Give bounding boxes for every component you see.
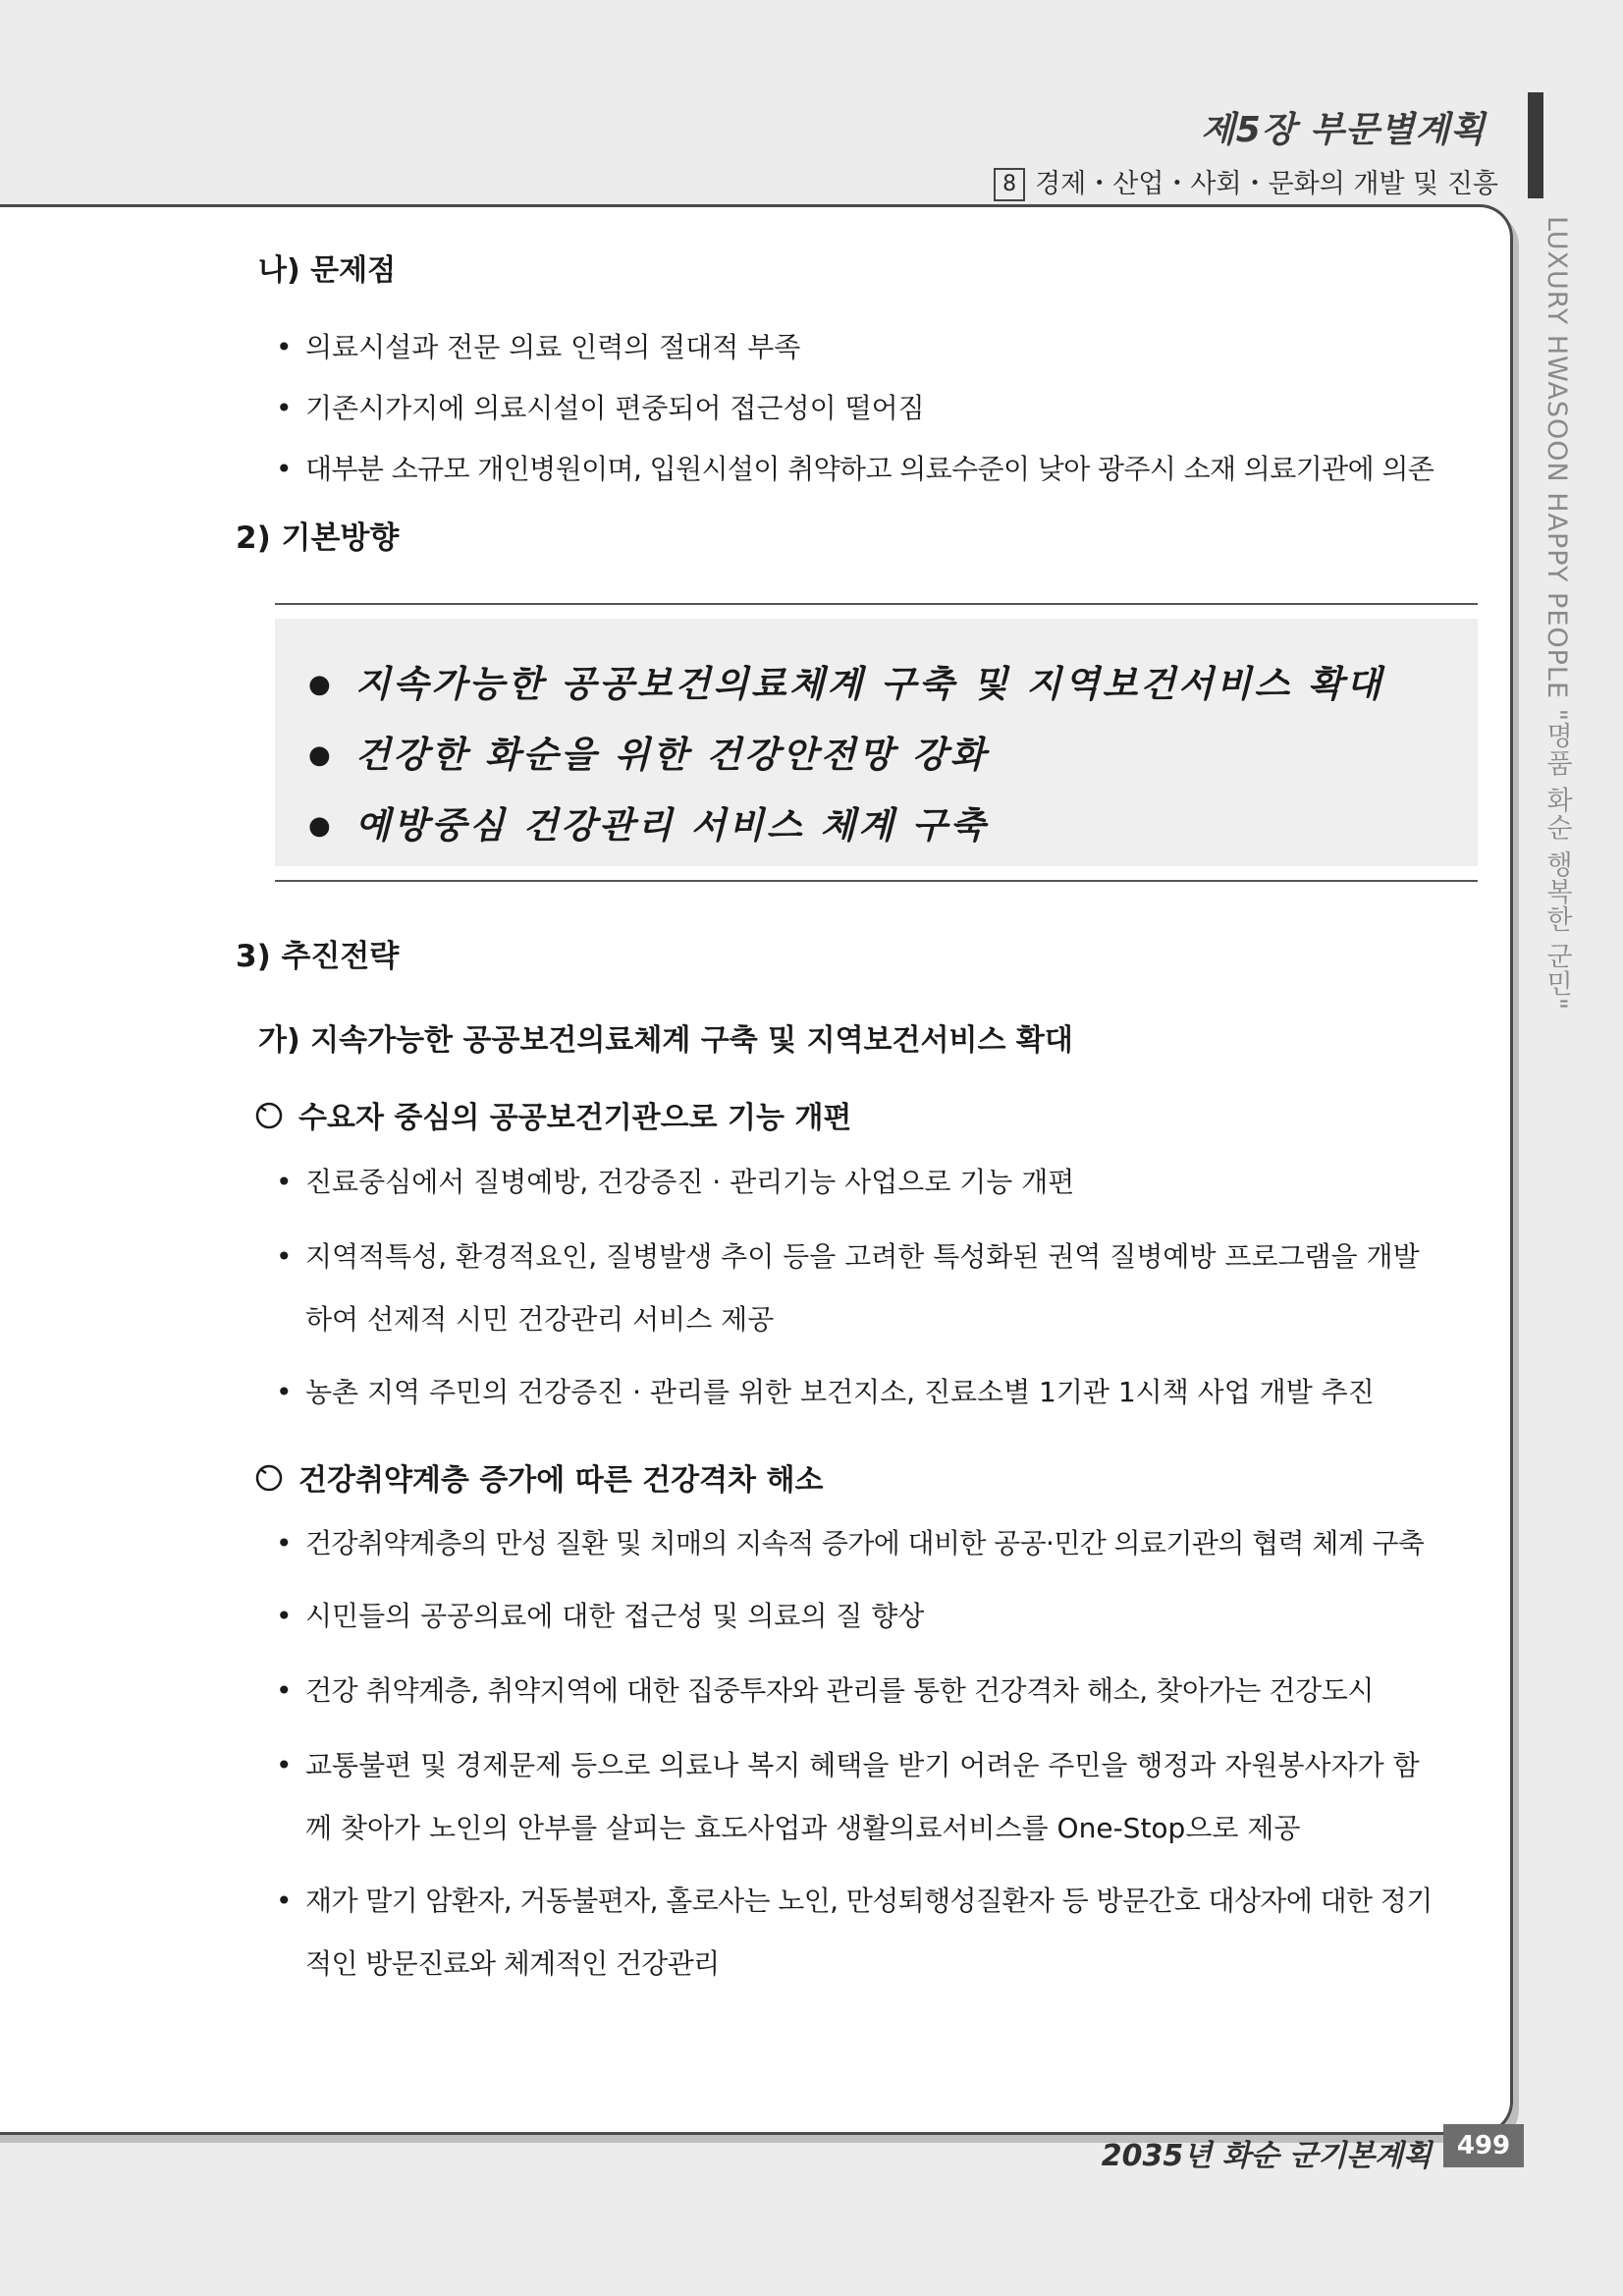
side-slogan: LUXURY HWASOON HAPPY PEOPLE "명품 화순 행복한 군민" bbox=[1542, 216, 1572, 1011]
section-title bbox=[994, 162, 1498, 201]
list-item: • 농촌 지역 주민의 건강증진 · 관리를 위한 보건지소, 진료소별 1기관 1시책 사업 개발 추진 bbox=[276, 1376, 1375, 1408]
basic-direction-heading: 2) 기본방향 bbox=[236, 520, 400, 556]
ring-icon bbox=[253, 1099, 285, 1130]
strategy-sub-heading: 가) 지속가능한 공공보건의료체계 구축 및 지역보건서비스 확대 bbox=[258, 1023, 1073, 1058]
direction-box-background bbox=[275, 619, 1478, 866]
list-item: • 대부분 소규모 개인병원이며, 입원시설이 취약하고 의료수준이 낮아 광주시 소재 의료기관에 의존 bbox=[276, 453, 1434, 485]
list-item: • 재가 말기 암환자, 거동불편자, 홀로사는 노인, 만성퇴행성질환자 등 방문간호 대상자에 대한 정기적인 방문진료와 체계적인 건강관리 bbox=[276, 1885, 1433, 1980]
direction-item: ● 건강한 화순을 위한 건강안전망 강화 bbox=[308, 734, 989, 776]
list-item: • 기존시가지에 의료시설이 편중되어 접근성이 떨어짐 bbox=[276, 392, 925, 424]
chapter-title: 제5장 부문별계획 bbox=[1200, 110, 1486, 150]
ring-icon bbox=[253, 1461, 285, 1493]
section-title-text: 경제・산업・사회・문화의 개발 및 진흥 bbox=[1035, 169, 1498, 199]
list-item: • 시민들의 공공의료에 대한 접근성 및 의료의 질 향상 bbox=[276, 1600, 925, 1632]
direction-item: ● 예방중심 건강관리 서비스 체계 구축 bbox=[308, 804, 989, 847]
group-title: 수요자 중심의 공공보건기관으로 기능 개편 bbox=[253, 1093, 851, 1136]
page-number: 499 bbox=[1443, 2124, 1524, 2167]
bullet-icon: ● bbox=[308, 670, 334, 699]
list-item: • 건강 취약계층, 취약지역에 대한 집중투자와 관리를 통한 건강격차 해소, 찾아가는 건강도시 bbox=[276, 1674, 1374, 1707]
list-item: • 지역적특성, 환경적요인, 질병발생 추이 등을 고려한 특성화된 권역 질병예방 프로그램을 개발하여 선제적 시민 건강관리 서비스 제공 bbox=[276, 1240, 1420, 1336]
group-title: 건강취약계층 증가에 따른 건강격차 해소 bbox=[253, 1455, 823, 1499]
bullet-icon: ● bbox=[308, 811, 334, 841]
footer-title: 2035년 화순 군기본계획 bbox=[1101, 2139, 1432, 2173]
problems-heading: 나) 문제점 bbox=[258, 253, 397, 288]
list-item: • 의료시설과 전문 의료 인력의 절대적 부족 bbox=[276, 331, 801, 363]
list-item: • 건강취약계층의 만성 질환 및 치매의 지속적 증가에 대비한 공공·민간 의료기관의 협력 체계 구축 bbox=[276, 1527, 1425, 1559]
section-number: 8 bbox=[994, 168, 1025, 201]
list-item: • 진료중심에서 질병예방, 건강증진 · 관리기능 사업으로 기능 개편 bbox=[276, 1166, 1075, 1198]
direction-item: ● 지속가능한 공공보건의료체계 구축 및 지역보건서비스 확대 bbox=[308, 663, 1384, 705]
header-accent-bar bbox=[1528, 92, 1543, 198]
list-item: • 교통불편 및 경제문제 등으로 의료나 복지 혜택을 받기 어려운 주민을 행정과 자원봉사자가 함께 찾아가 노인의 안부를 살피는 효도사업과 생활의료서비스를 One-Stop으로 제공 bbox=[276, 1749, 1420, 1844]
direction-box bbox=[275, 603, 1478, 882]
bullet-icon: ● bbox=[308, 740, 334, 770]
strategy-heading: 3) 추진전략 bbox=[236, 939, 400, 974]
